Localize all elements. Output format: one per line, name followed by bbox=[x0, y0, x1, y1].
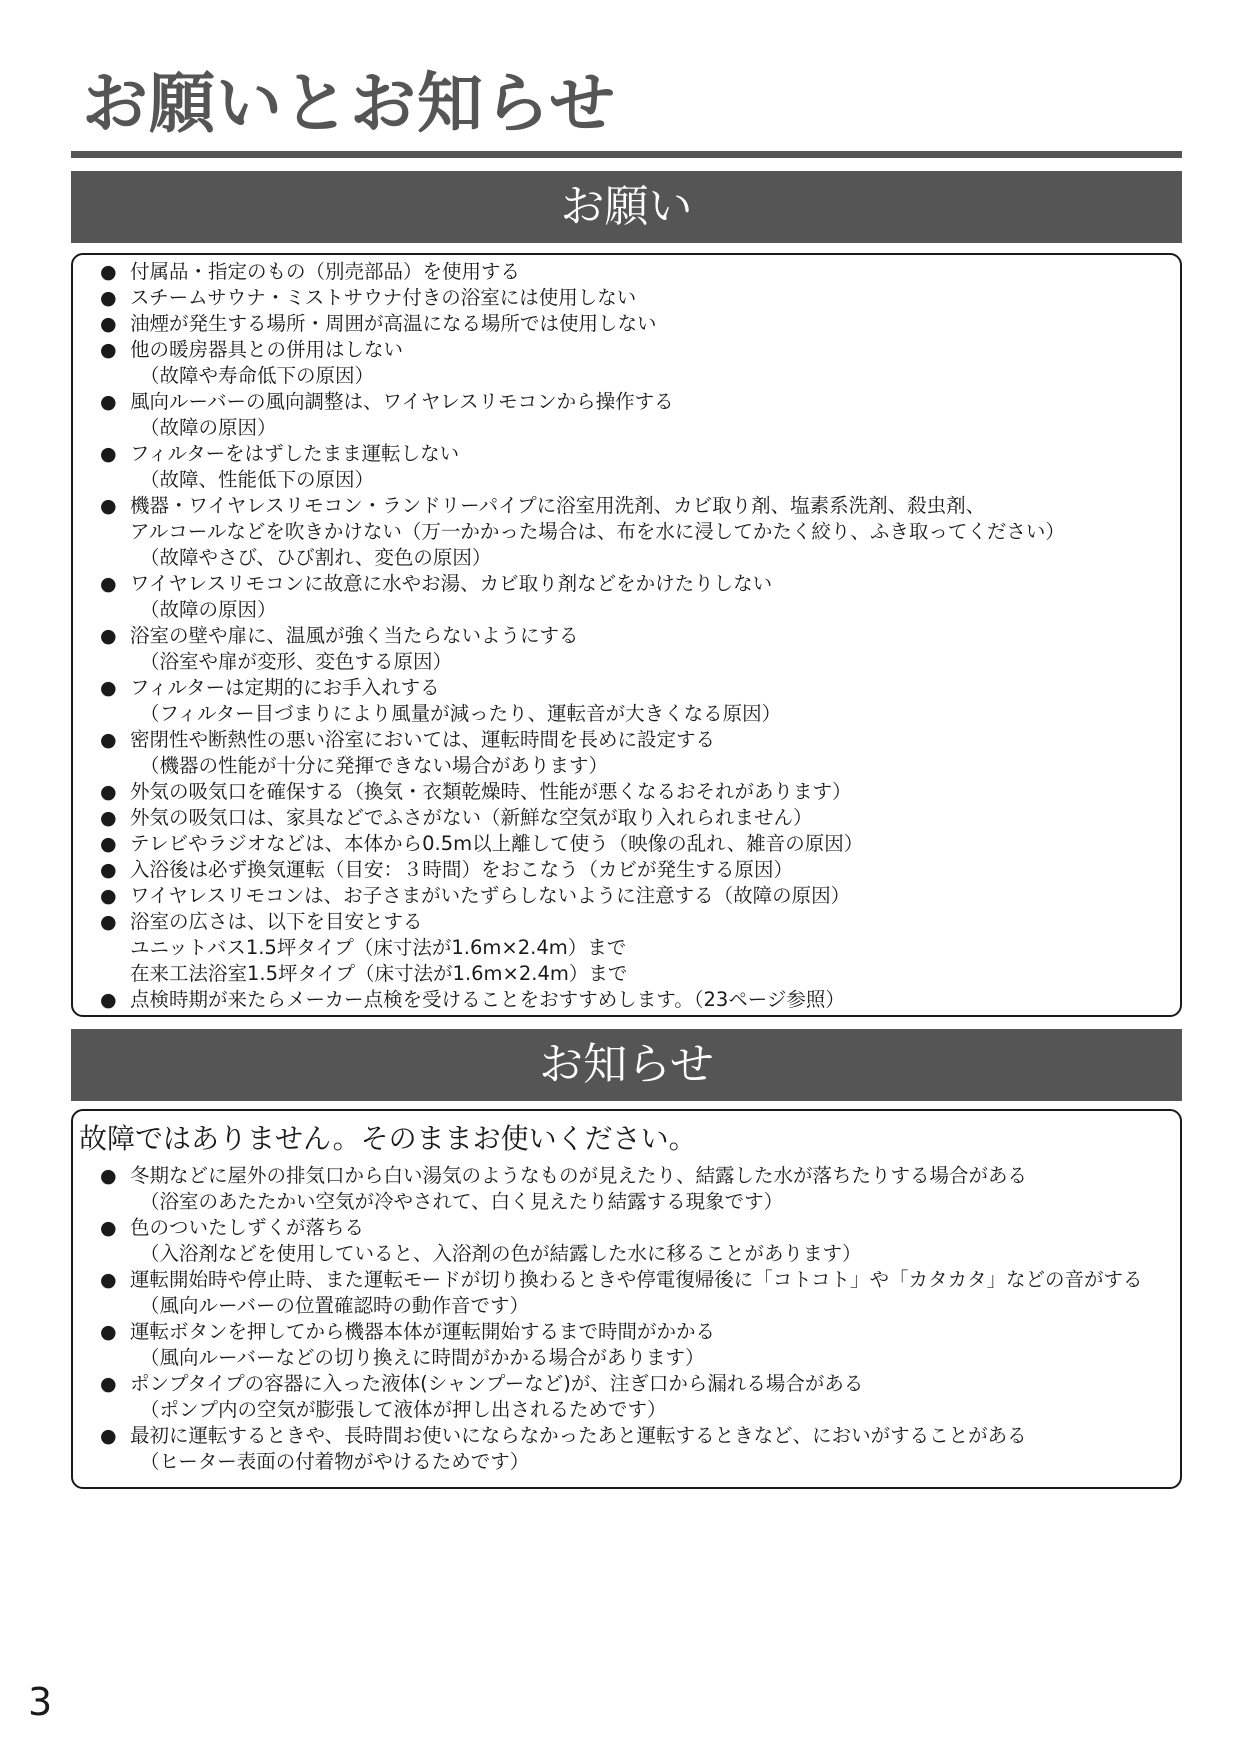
list-item bbox=[100, 623, 1065, 675]
list-item bbox=[100, 675, 1065, 727]
bullet-icon: ● bbox=[100, 573, 117, 595]
item-text: 風向ルーバーの風向調整は、ワイヤレスリモコンから操作する bbox=[130, 390, 674, 413]
section-heading-oshirase: お知らせ bbox=[71, 1029, 1182, 1101]
item-text: 入浴後は必ず換気運転（目安：３時間）をおこなう（カビが発生する原因） bbox=[130, 858, 794, 881]
list-item bbox=[100, 805, 1065, 831]
item-note: （入浴剤などを使用していると、入浴剤の色が結露した水に移ることがあります） bbox=[140, 1242, 862, 1265]
item-text: 最初に運転するときや、長時間お使いにならなかったあと運転するときなど、においがすることがある bbox=[130, 1424, 1027, 1447]
list-item bbox=[100, 1371, 1142, 1423]
bullet-icon: ● bbox=[100, 391, 117, 413]
item-text: 外気の吸気口は、家具などでふさがない（新鮮な空気が取り入れられません） bbox=[130, 806, 813, 829]
section-heading-onegai: お願い bbox=[71, 171, 1182, 243]
oshirase-box bbox=[71, 1109, 1182, 1489]
item-text: 運転開始時や停止時、また運転モードが切り換わるときや停電復帰後に「コトコト」や「カタカタ」などの音がする bbox=[130, 1268, 1143, 1291]
item-text: スチームサウナ・ミストサウナ付きの浴室には使用しない bbox=[130, 286, 637, 309]
item-text: 点検時期が来たらメーカー点検を受けることをおすすめします。（23ページ参照） bbox=[130, 988, 845, 1011]
item-text: 密閉性や断熱性の悪い浴室においては、運転時間を長めに設定する bbox=[130, 728, 716, 751]
item-text: 他の暖房器具との併用はしない bbox=[130, 338, 404, 361]
item-text: 色のついたしずくが落ちる bbox=[130, 1216, 365, 1239]
bullet-icon: ● bbox=[100, 833, 117, 855]
list-item bbox=[100, 831, 1065, 857]
item-text: 外気の吸気口を確保する（換気・衣類乾燥時、性能が悪くなるおそれがあります） bbox=[130, 780, 852, 803]
oshirase-lead: 故障ではありません。そのままお使いください。 bbox=[79, 1122, 697, 1155]
list-item bbox=[100, 727, 1065, 779]
item-text: ポンプタイプの容器に入った液体(シャンプーなど)が、注ぎ口から漏れる場合がある bbox=[130, 1372, 864, 1395]
list-item bbox=[100, 285, 1065, 311]
item-text: フィルターは定期的にお手入れする bbox=[130, 676, 440, 699]
bullet-icon: ● bbox=[100, 1217, 117, 1239]
item-note: （ポンプ内の空気が膨張して液体が押し出されるためです） bbox=[140, 1398, 667, 1421]
item-note: （風向ルーバーなどの切り換えに時間がかかる場合があります） bbox=[140, 1346, 705, 1369]
bullet-icon: ● bbox=[100, 781, 117, 803]
list-item bbox=[100, 441, 1065, 493]
item-text: 油煙が発生する場所・周囲が高温になる場所では使用しない bbox=[130, 312, 657, 335]
item-text: 在来工法浴室1.5坪タイプ（床寸法が1.6m×2.4m）まで bbox=[130, 962, 628, 985]
list-item bbox=[100, 389, 1065, 441]
item-text: 運転ボタンを押してから機器本体が運転開始するまで時間がかかる bbox=[130, 1320, 716, 1343]
item-text: ワイヤレスリモコンは、お子さまがいたずらしないように注意する（故障の原因） bbox=[130, 884, 851, 907]
list-item bbox=[100, 337, 1065, 389]
item-text: 浴室の壁や扉に、温風が強く当たらないようにする bbox=[130, 624, 579, 647]
list-item bbox=[100, 1319, 1142, 1371]
page-title: お願いとお知らせ bbox=[82, 65, 617, 142]
bullet-icon: ● bbox=[100, 313, 117, 335]
list-item bbox=[100, 493, 1065, 571]
list-item bbox=[100, 259, 1065, 285]
bullet-icon: ● bbox=[100, 911, 117, 933]
list-item bbox=[100, 1215, 1142, 1267]
item-text: ワイヤレスリモコンに故意に水やお湯、カビ取り剤などをかけたりしない bbox=[130, 572, 773, 595]
item-note: （浴室や扉が変形、変色する原因） bbox=[140, 650, 453, 673]
item-text: フィルターをはずしたまま運転しない bbox=[130, 442, 460, 465]
item-note: （故障の原因） bbox=[140, 416, 277, 439]
bullet-icon: ● bbox=[100, 989, 117, 1011]
bullet-icon: ● bbox=[100, 1269, 117, 1291]
bullet-icon: ● bbox=[100, 1373, 117, 1395]
item-text: 冬期などに屋外の排気口から白い湯気のようなものが見えたり、結露した水が落ちたりする場合がある bbox=[130, 1164, 1028, 1187]
bullet-icon: ● bbox=[100, 443, 117, 465]
item-text: 付属品・指定のもの（別売部品）を使用する bbox=[130, 260, 521, 283]
bullet-icon: ● bbox=[100, 677, 117, 699]
list-item bbox=[100, 857, 1065, 883]
list-item bbox=[100, 571, 1065, 623]
bullet-icon: ● bbox=[100, 807, 117, 829]
item-note: （風向ルーバーの位置確認時の動作音です） bbox=[140, 1294, 530, 1317]
bullet-icon: ● bbox=[100, 625, 117, 647]
item-note: （故障の原因） bbox=[140, 598, 277, 621]
item-note: （浴室のあたたかい空気が冷やされて、白く見えたり結露する現象です） bbox=[140, 1190, 784, 1213]
bullet-icon: ● bbox=[100, 729, 117, 751]
bullet-icon: ● bbox=[100, 339, 117, 361]
bullet-icon: ● bbox=[100, 1425, 117, 1447]
oshirase-list bbox=[100, 1163, 1142, 1475]
item-text: ユニットバス1.5坪タイプ（床寸法が1.6m×2.4m）まで bbox=[130, 936, 627, 959]
item-text: 浴室の広さは、以下を目安とする bbox=[130, 910, 423, 933]
item-note: （機器の性能が十分に発揮できない場合があります） bbox=[140, 754, 609, 777]
item-note: （故障、性能低下の原因） bbox=[140, 468, 375, 491]
list-item bbox=[100, 883, 1065, 909]
list-item bbox=[100, 311, 1065, 337]
list-item bbox=[100, 1423, 1142, 1475]
bullet-icon: ● bbox=[100, 261, 117, 283]
item-note: （故障や寿命低下の原因） bbox=[140, 364, 375, 387]
bullet-icon: ● bbox=[100, 287, 117, 309]
list-item bbox=[100, 1163, 1142, 1215]
list-item bbox=[100, 909, 1065, 987]
item-note: （故障やさび、ひび割れ、変色の原因） bbox=[140, 546, 492, 569]
item-text: テレビやラジオなどは、本体から0.5m以上離して使う（映像の乱れ、雑音の原因） bbox=[130, 832, 864, 855]
item-note: （ヒーター表面の付着物がやけるためです） bbox=[140, 1450, 530, 1473]
list-item bbox=[100, 987, 1065, 1013]
page-number: 3 bbox=[28, 1680, 53, 1724]
bullet-icon: ● bbox=[100, 495, 117, 517]
bullet-icon: ● bbox=[100, 859, 117, 881]
bullet-icon: ● bbox=[100, 1165, 117, 1187]
bullet-icon: ● bbox=[100, 1321, 117, 1343]
list-item bbox=[100, 1267, 1142, 1319]
list-item bbox=[100, 779, 1065, 805]
onegai-box bbox=[71, 253, 1182, 1017]
onegai-list bbox=[100, 259, 1065, 1013]
title-rule bbox=[71, 151, 1182, 158]
item-text: 機器・ワイヤレスリモコン・ランドリーパイプに浴室用洗剤、カビ取り剤、塩素系洗剤、殺虫剤、 bbox=[130, 494, 986, 517]
bullet-icon: ● bbox=[100, 885, 117, 907]
item-note: （フィルター目づまりにより風量が減ったり、運転音が大きくなる原因） bbox=[140, 702, 782, 725]
item-text: アルコールなどを吹きかけない（万一かかった場合は、布を水に浸してかたく絞り、ふき取ってください） bbox=[130, 520, 1065, 543]
